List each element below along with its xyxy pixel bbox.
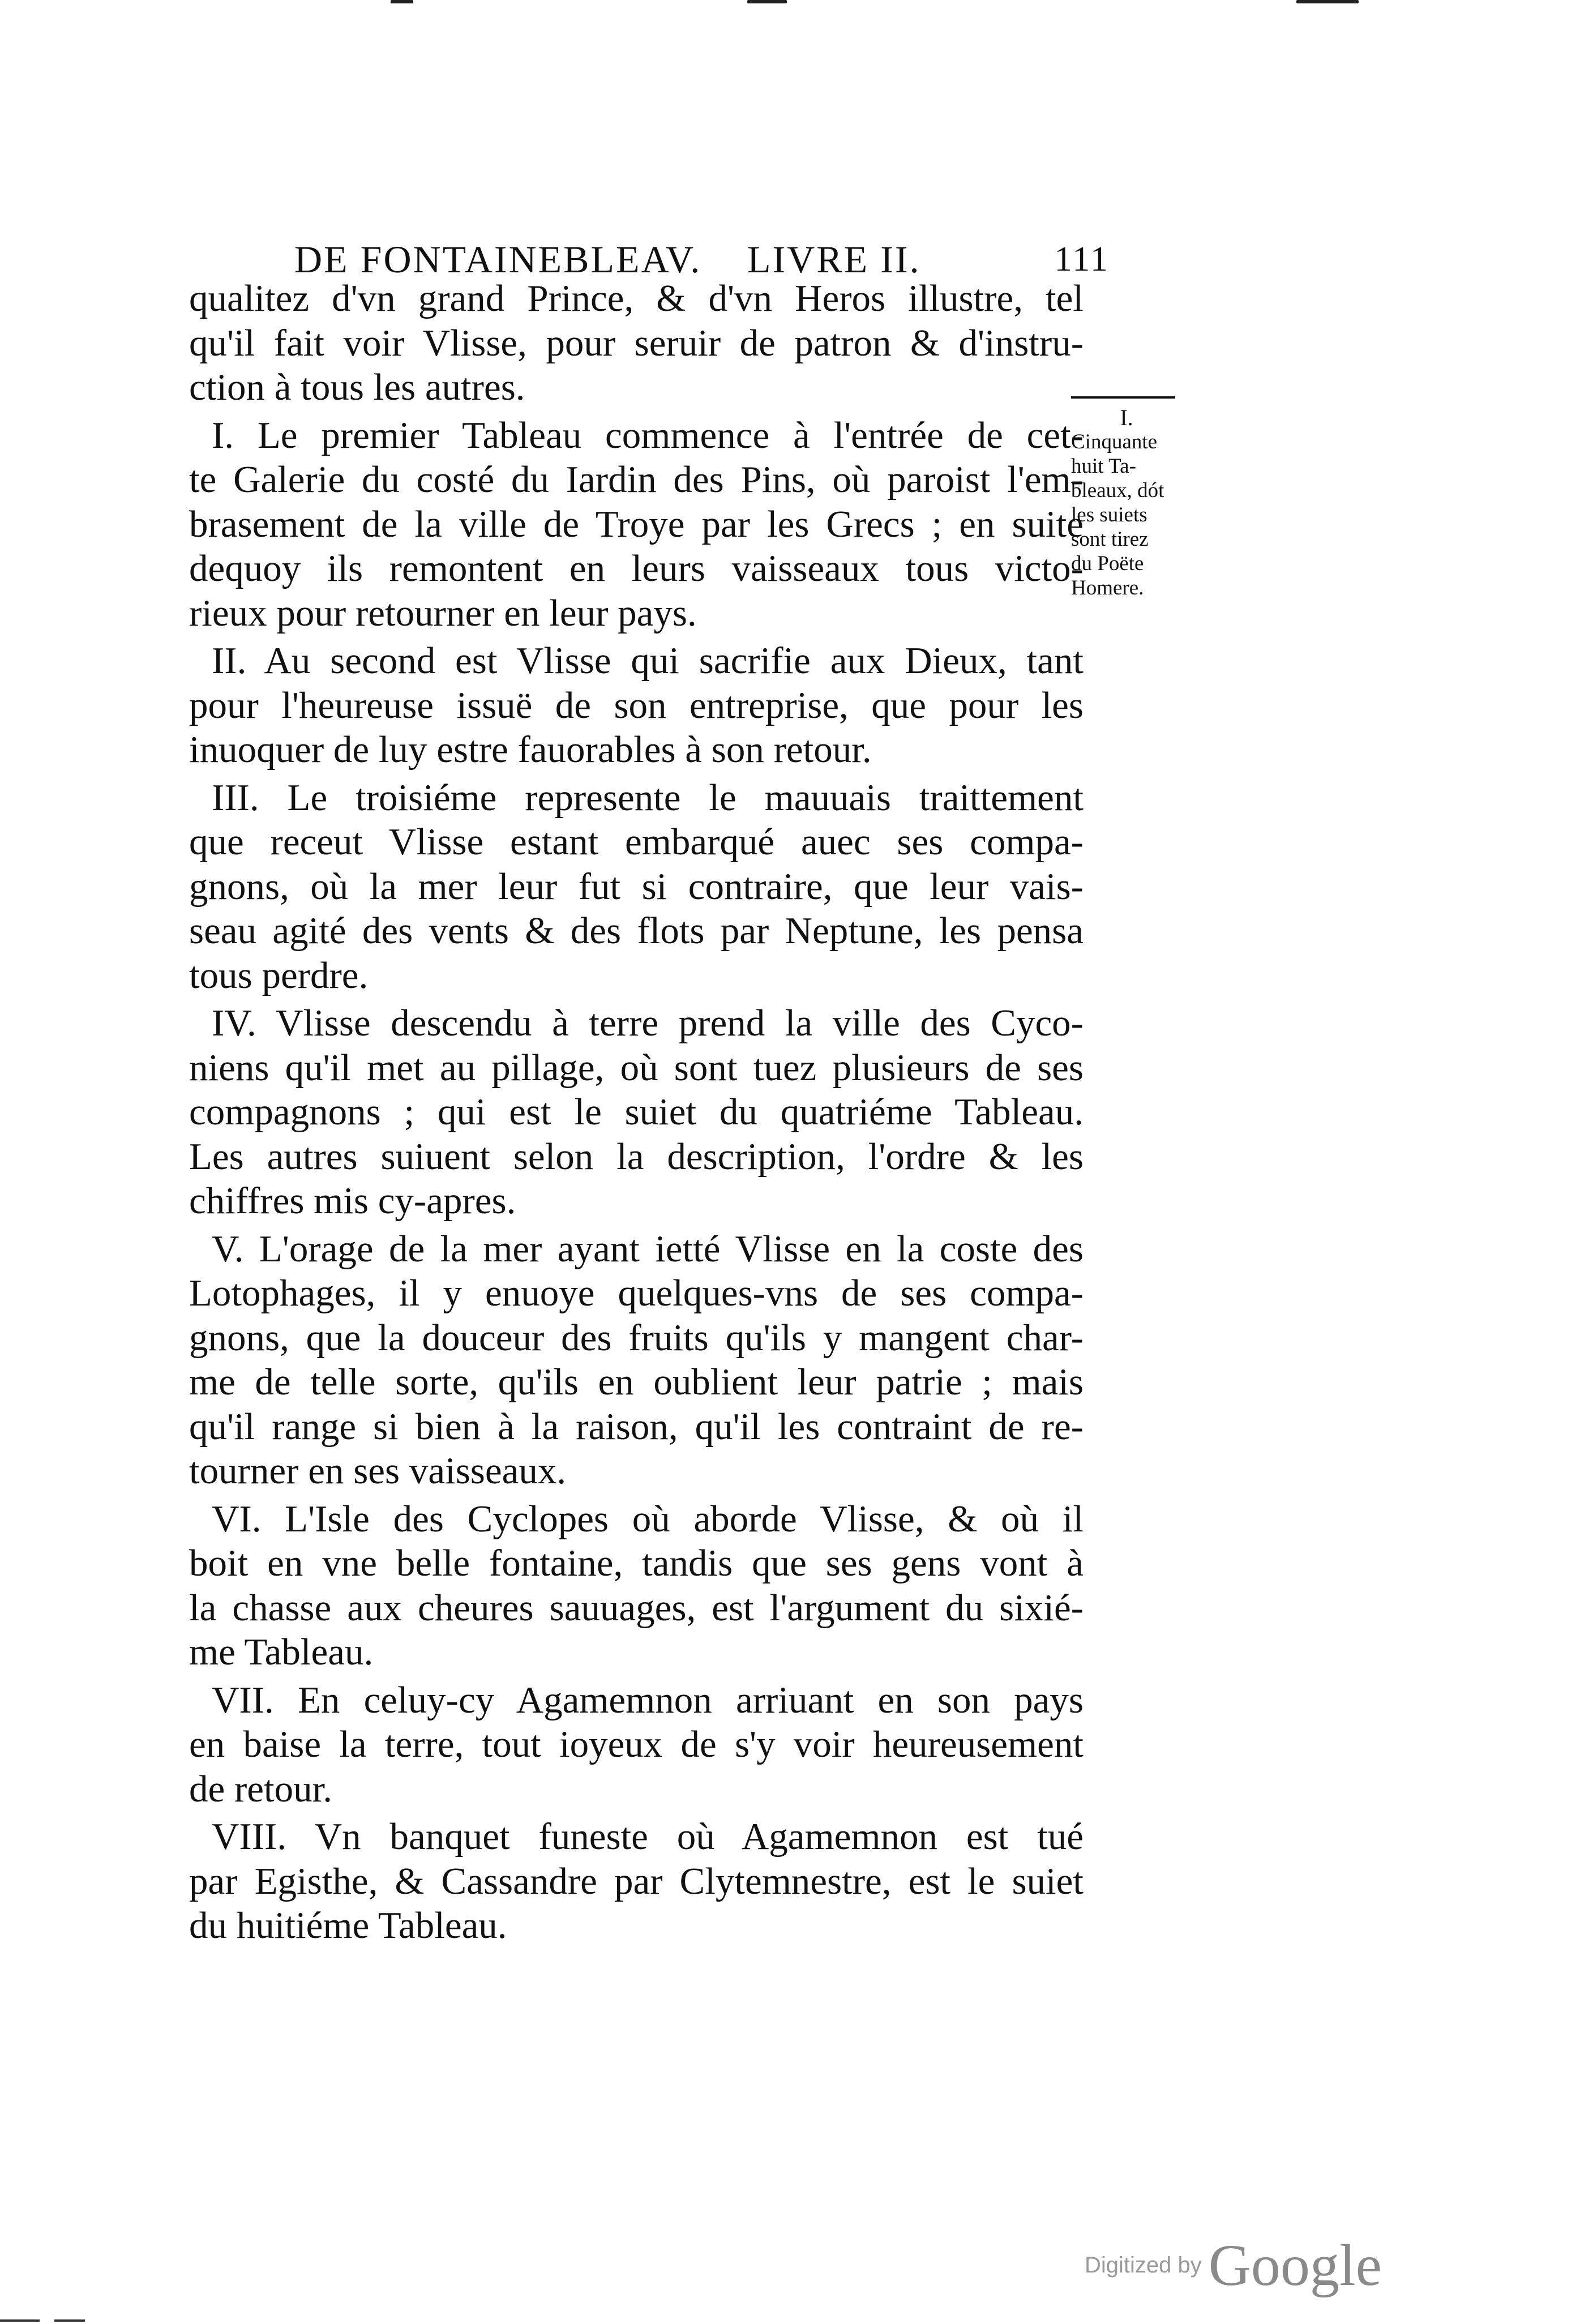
text-line: chiffres mis cy-apres. xyxy=(189,1180,516,1222)
digitized-by-label: Digitized by xyxy=(1085,2253,1202,2278)
paragraph-4-start: IV. Vlisse descendu à terre prend la ville des Cyco- xyxy=(212,1002,1084,1044)
text-line: pour l'heureuse issuë de son entreprise, que pour les xyxy=(189,684,1084,726)
google-logo: Google xyxy=(1208,2233,1382,2298)
text-line: rieux pour retourner en leur pays. xyxy=(189,592,697,634)
text-line: inuoquer de luy estre fauorables à son retour. xyxy=(189,729,872,771)
margin-note-rule xyxy=(1071,396,1175,399)
text-line: par Egisthe, & Cassandre par Clytemnestre, est le suiet xyxy=(189,1860,1084,1902)
text-line: gnons, où la mer leur fut si contraire, que leur vais- xyxy=(189,865,1084,908)
paragraph-1-start: I. Le premier Tableau commence à l'entrée de cet- xyxy=(212,414,1084,456)
margin-note-line: huit Ta- xyxy=(1071,455,1136,478)
text-line: tourner en ses vaisseaux. xyxy=(189,1450,567,1492)
text-line: du huitiéme Tableau. xyxy=(189,1904,507,1946)
running-header xyxy=(294,237,1110,282)
margin-note-line: sont tirez xyxy=(1071,528,1149,551)
text-line: te Galerie du costé du Iardin des Pins, où paroist l'em- xyxy=(189,459,1084,500)
text-line: gnons, que la douceur des fruits qu'ils y mangent char- xyxy=(189,1316,1084,1359)
text-line: de retour. xyxy=(189,1767,333,1810)
paragraph-6-start: VI. L'Isle des Cyclopes où aborde Vlisse, & où il xyxy=(212,1497,1084,1540)
text-line: niens qu'il met au pillage, où sont tuez plusieurs de ses xyxy=(189,1046,1084,1089)
text-line: boit en vne belle fontaine, tandis que ses gens vont à xyxy=(189,1542,1084,1584)
margin-note-line: Cinquante xyxy=(1071,430,1158,453)
text-line: brasement de la ville de Troye par les Grecs ; en suite xyxy=(189,503,1084,545)
margin-note-number: I. xyxy=(1120,405,1133,430)
margin-note xyxy=(1071,405,1182,600)
paragraph-8-start: VIII. Vn banquet funeste où Agamemnon est tué xyxy=(212,1816,1084,1858)
text-line: qu'il range si bien à la raison, qu'il les contraint de re- xyxy=(189,1405,1084,1448)
margin-note-line: bleaux, dót xyxy=(1071,479,1164,502)
digitized-watermark xyxy=(1085,2232,1382,2298)
text-line: me de telle sorte, qu'ils en oublient leur patrie ; mais xyxy=(189,1361,1084,1403)
text-line: la chasse aux cheures sauuages, est l'argument du sixié- xyxy=(189,1586,1084,1629)
text-line: compagnons ; qui est le suiet du quatriéme Tableau. xyxy=(189,1091,1084,1133)
text-line: que receut Vlisse estant embarqué auec ses compa- xyxy=(189,821,1084,863)
text-line: me Tableau. xyxy=(189,1631,374,1673)
text-line: ction à tous les autres. xyxy=(189,366,525,408)
text-line: tous perdre. xyxy=(189,954,369,996)
margin-note-line: les suiets xyxy=(1071,503,1147,527)
running-header-book: LIVRE II. xyxy=(747,238,921,281)
main-text-column xyxy=(189,276,1084,1948)
text-line: qualitez d'vn grand Prince, & d'vn Heros illustre, tel xyxy=(189,277,1084,319)
text-line: en baise la terre, tout ioyeux de s'y voir heureusement xyxy=(189,1723,1084,1765)
text-line: Lotophages, il y enuoye quelques-vns de ses compa- xyxy=(189,1272,1084,1314)
paragraph-2-start: II. Au second est Vlisse qui sacrifie aux Dieux, tant xyxy=(212,640,1084,682)
text-line: qu'il fait voir Vlisse, pour seruir de patron & d'instru- xyxy=(189,322,1084,364)
text-line: Les autres suiuent selon la description, l'ordre & les xyxy=(189,1135,1084,1178)
page-number: 111 xyxy=(1054,240,1110,279)
paragraph-7-start: VII. En celuy-cy Agamemnon arriuant en son pays xyxy=(212,1679,1084,1721)
text-line: dequoy ils remontent en leurs vaisseaux tous victo- xyxy=(189,547,1084,589)
running-header-title: DE FONTAINEBLEAV. xyxy=(294,238,702,281)
paragraph-3-start: III. Le troisiéme represente le mauuais traittement xyxy=(212,776,1084,819)
margin-note-line: Homere. xyxy=(1071,576,1144,600)
margin-note-line: du Poëte xyxy=(1071,552,1144,575)
paragraph-5-start: V. L'orage de la mer ayant ietté Vlisse en la coste des xyxy=(212,1227,1084,1270)
text-line: seau agité des vents & des flots par Neptune, les pensa xyxy=(189,910,1084,952)
scan-edge-marks xyxy=(0,0,1593,7)
